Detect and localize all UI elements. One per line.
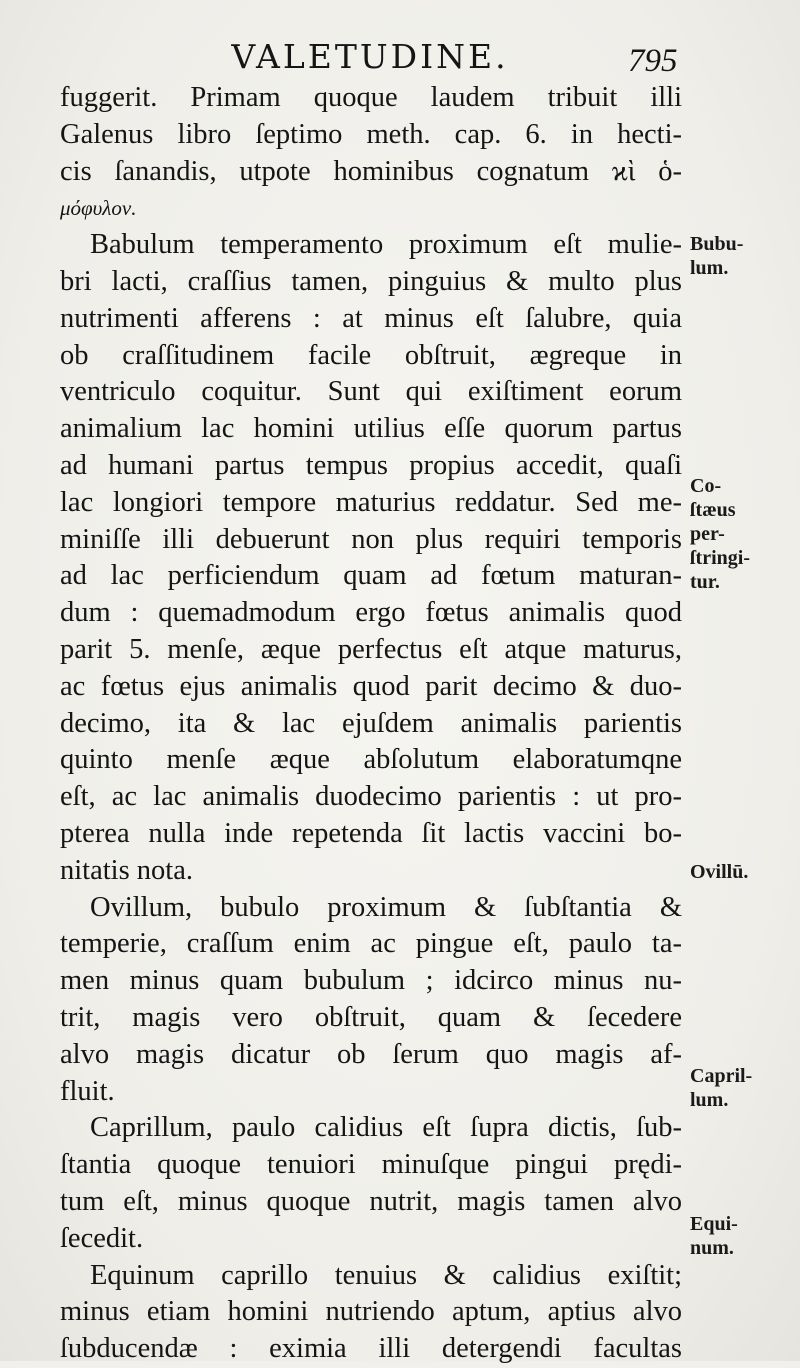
text-line: nitatis nota. (60, 854, 193, 886)
text-line: fuggerit. Primam quoque laudem tribuit illi (60, 82, 682, 113)
text-line: trit, magis vero obſtruit, quam & ſecedere (60, 1001, 682, 1033)
text-line: Equinum caprillo tenuius & calidius exiſtit; (90, 1259, 682, 1291)
margin-note-costaeus (690, 474, 790, 594)
text-line: μόφυλον. (60, 196, 137, 221)
main-text (60, 80, 682, 1368)
margin-note-caprillum (690, 1064, 790, 1112)
margin-note-ovillum (690, 860, 790, 884)
text-line: Babulum temperamento proximum eſt mulie- (90, 229, 682, 261)
margin-note-line: per- (690, 523, 725, 545)
text-line: miniſſe illi debuerunt non plus requiri temporis (60, 523, 682, 555)
text-line: alvo magis dicatur ob ſerum quo magis af- (60, 1038, 682, 1070)
text-line: Caprillum, paulo calidius eſt ſupra dictis, ſub- (90, 1112, 682, 1144)
text-line: dum : quemadmodum ergo fœtus animalis quod (60, 597, 682, 629)
text-line: ſubducendæ : eximia illi detergendi facultas (60, 1333, 682, 1365)
text-line: ſecedit. (60, 1222, 144, 1254)
text-line: quinto menſe æque abſolutum elaboratumqne (60, 744, 682, 776)
margin-note-line: ſtringi- (690, 547, 750, 569)
text-line: Galenus libro ſeptimo meth. cap. 6. in hecti- (60, 118, 682, 150)
margin-note-line: lum. (690, 1089, 729, 1111)
text-line: minus etiam homini nutriendo aptum, aptius alvo (60, 1296, 682, 1328)
margin-note-line: Capril- (690, 1065, 753, 1087)
text-line: ad lac perficiendum quam ad fœtum maturan- (60, 560, 682, 592)
page-number: 795 (628, 43, 678, 79)
margin-note-line: tur. (690, 571, 720, 593)
margin-note-line: Co- (690, 475, 722, 497)
page-header (0, 30, 800, 80)
margin-note-line: Equi- (690, 1213, 738, 1235)
text-line: men minus quam bubulum ; idcirco minus nu- (60, 965, 682, 997)
running-head: VALETUDINE. (231, 37, 509, 76)
text-line: temperie, craſſum enim ac pingue eſt, paulo ta- (60, 928, 682, 960)
text-line: lac longiori tempore maturius reddatur. Sed me- (60, 486, 682, 518)
text-line: ventriculo coquitur. Sunt qui exiſtiment eorum (60, 376, 682, 408)
text-line: Ovillum, bubulo proximum & ſubſtantia & (90, 891, 682, 923)
text-line: ac fœtus ejus animalis quod parit decimo & duo- (60, 670, 682, 702)
text-line: ob craſſitudinem facile obſtruit, ægreque in (60, 339, 682, 371)
text-line: ſtantia quoque tenuiori minuſque pingui prędi- (60, 1149, 682, 1181)
text-line: bri lacti, craſſius tamen, pinguius & multo plus (60, 265, 682, 297)
text-line: decimo, ita & lac ejuſdem animalis parientis (60, 707, 682, 739)
margin-note-bubulum (690, 232, 790, 280)
text-line: fluit. (60, 1075, 115, 1107)
text-line: nutrimenti afferens : at minus eſt ſalubre, quia (60, 302, 682, 334)
text-line: parit 5. menſe, æque perfectus eſt atque maturus, (60, 633, 682, 665)
margin-note-line: Ovillū. (690, 861, 749, 883)
text-line: tum eſt, minus quoque nutrit, magis tamen alvo (60, 1185, 682, 1217)
text-line: cis ſanandis, utpote hominibus cognatum ϰὶ ὁ- (60, 155, 682, 187)
text-line: pterea nulla inde repetenda ſit lactis vaccini bo- (60, 817, 682, 849)
text-line: ad humani partus tempus propius accedit, quaſi (60, 449, 682, 481)
margin-note-line: ſtæus (690, 499, 736, 521)
text-line: animalium lac homini utilius eſſe quorum partus (60, 413, 682, 445)
margin-note-line: Bubu- (690, 233, 744, 255)
margin-note-equinum (690, 1212, 790, 1260)
margin-note-line: num. (690, 1237, 734, 1259)
margin-note-line: lum. (690, 257, 729, 279)
text-line: eſt, ac lac animalis duodecimo parientis : ut pro- (60, 781, 682, 813)
